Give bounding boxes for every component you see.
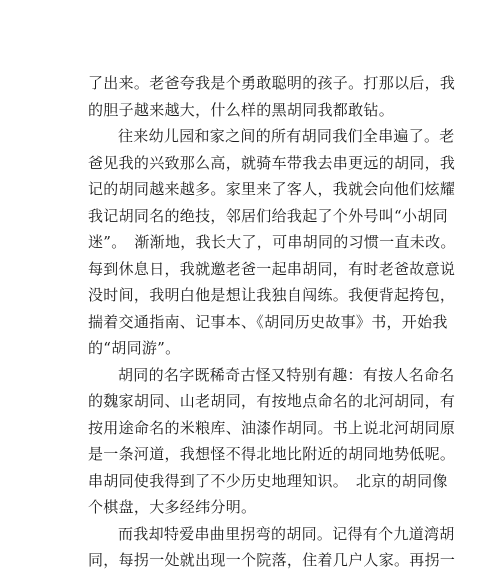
text-line: 是一条河道，我想怪不得北地比附近的胡同地势低呢。 [88, 445, 456, 463]
text-line: 迷”。 渐渐地，我长大了，可串胡同的习惯一直未改。 [88, 233, 456, 251]
text-line: 爸见我的兴致那么高，就骑车带我去串更远的胡同，我 [88, 153, 456, 172]
text-line: 每到休息日，我就邀老爸一起串胡同，有时老爸故意说 [88, 259, 456, 278]
text-line: 我记胡同名的绝技，邻居们给我起了个外号叫“小胡同 [88, 206, 448, 225]
text-line: 揣着交通指南、记事本、《胡同历史故事》书，开始我 [88, 312, 448, 331]
text-line: 的胆子越来越大，什么样的黑胡同我都敢钻。 [88, 100, 395, 119]
paragraph [88, 362, 456, 521]
text-line: 胡同的名字既稀奇古怪又特别有趣：有按人名命名 [118, 365, 455, 384]
text-line: 记的胡同越来越多。家里来了客人，我就会向他们炫耀 [88, 180, 456, 198]
text-line: 串胡同使我得到了不少历史地理知识。 北京的胡同像 [88, 471, 448, 490]
text-line: 没时间，我明白他是想让我独自闯练。我便背起挎包， [88, 286, 456, 304]
text-line: 个棋盘，大多经纬分明。 [88, 498, 257, 516]
body-text [88, 70, 456, 574]
text-line: 的“胡同游”。 [88, 339, 181, 357]
text-line: 同，每拐一处就出现一个院落，住着几户人家。再拐一 [88, 551, 456, 569]
text-line: 的魏家胡同、山老胡同，有按地点命名的北河胡同，有 [88, 392, 456, 410]
paragraph [88, 123, 456, 362]
paragraph [88, 70, 456, 123]
text-line: 了出来。老爸夸我是个勇敢聪明的孩子。打那以后，我 [88, 74, 456, 92]
text-line: 按用途命名的米粮库、油漆作胡同。书上说北河胡同原 [88, 418, 456, 437]
text-line: 往来幼儿园和家之间的所有胡同我们全串遍了。老 [118, 127, 455, 145]
text-line: 而我却特爱串曲里拐弯的胡同。记得有个九道湾胡 [118, 524, 455, 543]
